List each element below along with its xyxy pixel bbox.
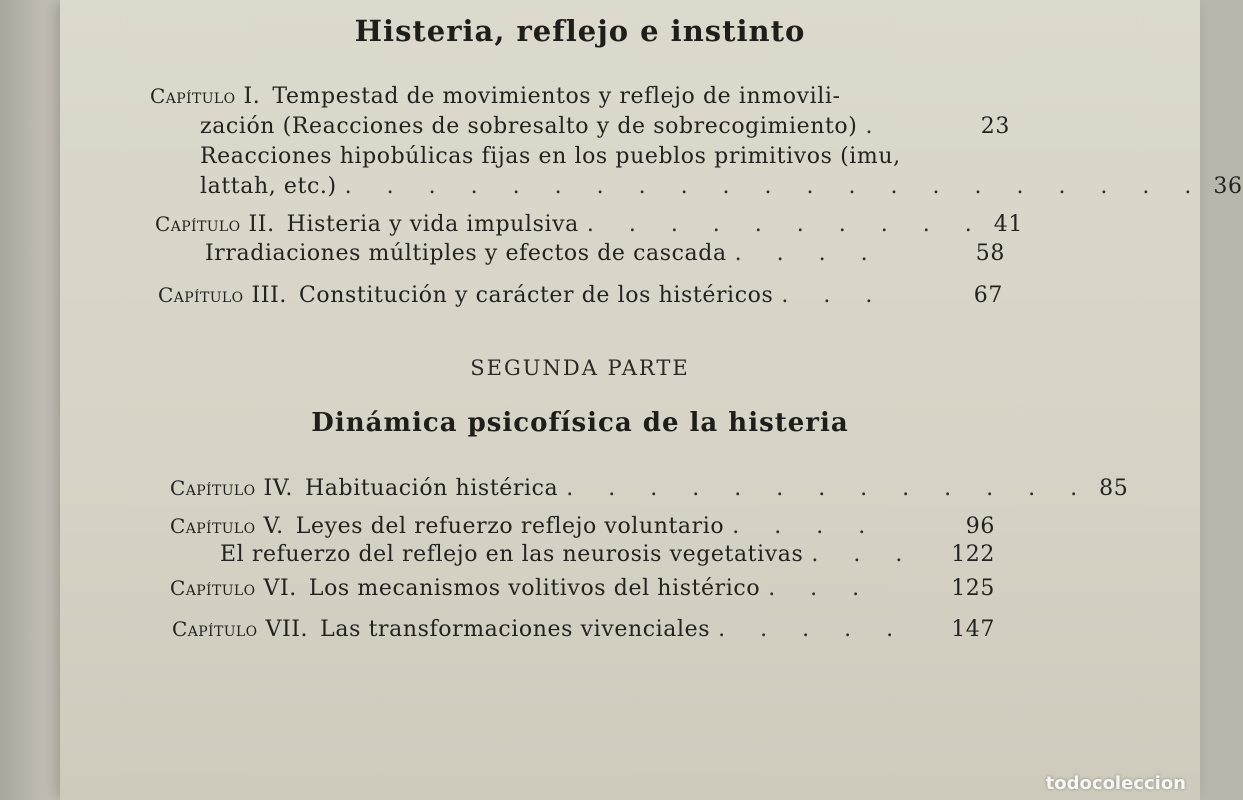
leader-dots: . . . . . . . . . . . . . . . . . . . . . bbox=[344, 174, 1206, 199]
leader-dots: . . . . . bbox=[718, 617, 908, 642]
chapter-number: VI. bbox=[263, 576, 297, 601]
chapter-number: I. bbox=[243, 84, 261, 109]
toc-entry bbox=[200, 174, 1243, 208]
entry-title: Habituación histérica bbox=[305, 476, 559, 501]
entry-title: Leyes del refuerzo reflejo voluntario bbox=[295, 514, 725, 539]
page-number: 122 bbox=[951, 542, 995, 567]
chapter-label: Capítulo bbox=[150, 84, 236, 108]
page-number: 96 bbox=[965, 514, 995, 539]
entry-title: Reacciones hipobúlicas fijas en los pueblos primitivos (imu, bbox=[200, 144, 901, 169]
chapter-label: Capítulo bbox=[155, 212, 241, 236]
site-watermark: todocoleccion bbox=[1045, 773, 1186, 794]
toc-entry bbox=[200, 114, 1010, 148]
leader-dots: . . . bbox=[781, 283, 887, 308]
entry-title: Los mecanismos volitivos del histérico bbox=[308, 576, 761, 601]
page-number: 125 bbox=[951, 576, 995, 601]
entry-title: Tempestad de movimientos y reflejo de inmovili- bbox=[272, 84, 841, 109]
chapter-number: IV. bbox=[263, 476, 294, 501]
entry-title: Las transformaciones vivenciales bbox=[320, 617, 711, 642]
chapter-number: II. bbox=[248, 212, 275, 237]
chapter-number: V. bbox=[263, 514, 284, 539]
part-label: SEGUNDA PARTE bbox=[470, 356, 690, 380]
page-number: 41 bbox=[993, 212, 1023, 237]
chapter-number: VII. bbox=[265, 617, 309, 642]
chapter-label: Capítulo bbox=[170, 514, 256, 538]
page-number: 58 bbox=[975, 241, 1005, 266]
leader-dots: . . . bbox=[811, 542, 917, 567]
entry-title: Histeria y vida impulsiva bbox=[286, 212, 579, 237]
chapter-number: III. bbox=[251, 283, 287, 308]
leader-dots: . . . . . . . . . . . . . bbox=[566, 476, 1092, 501]
entry-title: Irradiaciones múltiples y efectos de cascada bbox=[205, 241, 727, 266]
chapter-label: Capítulo bbox=[170, 476, 256, 500]
toc-entry bbox=[170, 476, 1129, 510]
leader-dots: . . . . bbox=[732, 514, 880, 539]
leader-dots: . bbox=[865, 114, 887, 139]
entry-title: El refuerzo del reflejo en las neurosis vegetativas bbox=[220, 542, 804, 567]
toc-entry bbox=[150, 84, 940, 118]
page-number: 67 bbox=[973, 283, 1003, 308]
section-title: Histeria, reflejo e instinto bbox=[354, 14, 806, 48]
chapter-label: Capítulo bbox=[170, 576, 256, 600]
toc-entry bbox=[205, 241, 1005, 275]
toc-entry bbox=[172, 617, 995, 651]
part-title: Dinámica psicofísica de la histeria bbox=[311, 408, 849, 438]
entry-title: lattah, etc.) bbox=[200, 174, 337, 199]
page-number: 147 bbox=[951, 617, 995, 642]
page-number: 23 bbox=[980, 114, 1010, 139]
page-number: 36 bbox=[1213, 174, 1243, 199]
leader-dots: . . . . . . . . . . bbox=[586, 212, 986, 237]
chapter-label: Capítulo bbox=[158, 283, 244, 307]
chapter-label: Capítulo bbox=[172, 617, 258, 641]
toc-entry bbox=[220, 542, 995, 576]
toc-entry bbox=[158, 283, 1003, 317]
page-number: 85 bbox=[1099, 476, 1129, 501]
entry-title: Constitución y carácter de los histéricos bbox=[298, 283, 774, 308]
toc-entry bbox=[200, 144, 980, 178]
toc-entry bbox=[170, 576, 995, 610]
leader-dots: . . . . bbox=[734, 241, 882, 266]
entry-title: zación (Reacciones de sobresalto y de sobrecogimiento) bbox=[200, 114, 858, 139]
leader-dots: . . . bbox=[768, 576, 874, 601]
